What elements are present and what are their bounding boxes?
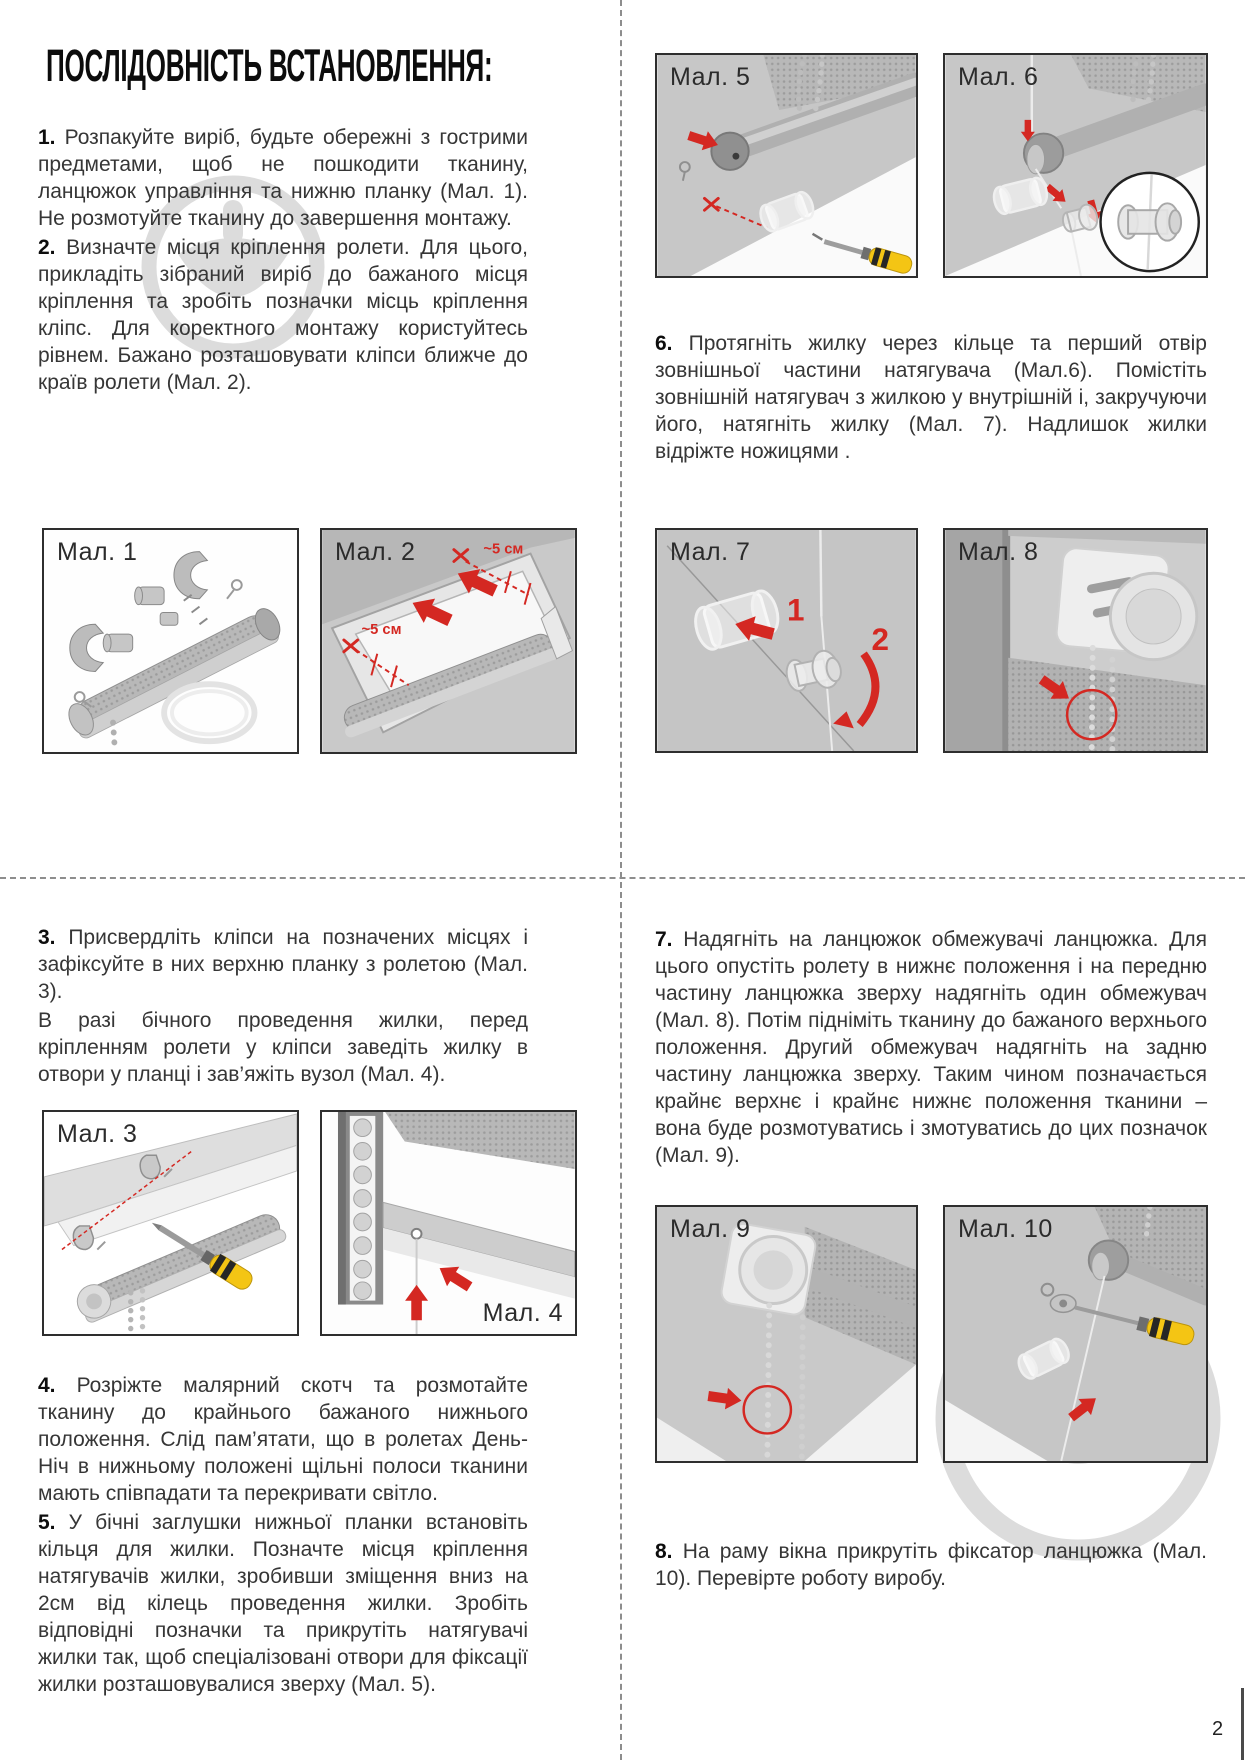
figure-2-label: Мал. 2 bbox=[335, 538, 416, 566]
step-1-text: Розпакуйте виріб, будьте обережні з гострими предметами, щоб не пошкодити тканину, ланцюжок управління та нижню планку (Мал. 1). Не розмотуйте тканину до завершення монтажу. bbox=[38, 126, 528, 230]
fig9-illustration bbox=[657, 1207, 916, 1461]
step-3b bbox=[38, 1007, 528, 1088]
step-7-text: Надягніть на ланцюжок обмежувачі ланцюжка. Для цього опустіть ролету в нижнє положення і на передню частину ланцюжка зверху надягніть один обмежувач (Мал. 8). Потім підніміть тканину до бажаного верхнього положення. Другий обмежувач надягніть на задню частину ланцюжка зверху. Таким чином позначається крайнє верхнє і крайнє нижнє положення тканини – вона буде розмотуватись і змотуватись до цих позначок (Мал. 9). bbox=[655, 928, 1207, 1167]
figure-3-label: Мал. 3 bbox=[57, 1120, 138, 1148]
figure-2 bbox=[320, 528, 577, 754]
steps-1-2-block bbox=[38, 124, 528, 398]
figure-1 bbox=[42, 528, 299, 754]
figure-1-label: Мал. 1 bbox=[57, 538, 138, 566]
step-1 bbox=[38, 124, 528, 232]
figure-6 bbox=[943, 53, 1208, 278]
fig10-illustration bbox=[945, 1207, 1206, 1461]
divider-vertical bbox=[620, 0, 622, 1760]
figure-7-label: Мал. 7 bbox=[670, 538, 751, 566]
step-3-text: Присвердліть кліпси на позначених місцях і зафіксуйте в них верхню планку з ролетою (Мал. 3). bbox=[38, 926, 528, 1003]
step-8-block bbox=[655, 1538, 1207, 1594]
step-3-number: 3. bbox=[38, 926, 56, 949]
step-2 bbox=[38, 234, 528, 396]
figure-5 bbox=[655, 53, 918, 278]
figure-9 bbox=[655, 1205, 918, 1463]
step-marker-2: 2 bbox=[871, 621, 889, 657]
step-2-text: Визначте місця кріплення ролети. Для цього, прикладіть зібраний виріб до бажаного місця кріплення та зробіть позначки місць кріплення кліпс. Для коректного монтажу користуйтесь рівнем. Бажано розташовувати кліпси ближче до країв ролети (Мал. 2). bbox=[38, 236, 528, 394]
figure-10-label: Мал. 10 bbox=[958, 1215, 1053, 1243]
step-5 bbox=[38, 1509, 528, 1698]
figure-7 bbox=[655, 528, 918, 753]
figure-4-label: Мал. 4 bbox=[482, 1299, 563, 1327]
figure-9-label: Мал. 9 bbox=[670, 1215, 751, 1243]
step-8 bbox=[655, 1538, 1207, 1592]
step-7-block bbox=[655, 926, 1207, 1171]
step-7 bbox=[655, 926, 1207, 1169]
step-5-text: У бічні заглушки нижньої планки встановіть кільця для жилки. Позначте місця кріплення натягувачів жилки, зробивши зміщення вниз на 2см від кілець проведення жилки. Зробіть відповідні позначки та прикрутіть натягувачі жилки так, щоб спеціалізовані отвори для фіксації жилки розташовувалися зверху (Мал. 5). bbox=[38, 1511, 528, 1696]
step-3 bbox=[38, 924, 528, 1005]
step-3-block bbox=[38, 924, 528, 1090]
figure-10 bbox=[943, 1205, 1208, 1463]
page-title: ПОСЛІДОВНІСТЬ ВСТАНОВЛЕННЯ: bbox=[46, 40, 493, 91]
line-hole bbox=[412, 1229, 422, 1239]
step-4-number: 4. bbox=[38, 1374, 56, 1397]
dim-label-top: ~5 см bbox=[483, 541, 524, 558]
fishing-line bbox=[820, 530, 821, 616]
step-8-number: 8. bbox=[655, 1540, 673, 1563]
step-5-number: 5. bbox=[38, 1511, 56, 1534]
step-7-number: 7. bbox=[655, 928, 673, 951]
steps-4-5-block bbox=[38, 1372, 528, 1700]
figure-4 bbox=[320, 1110, 577, 1336]
figure-6-label: Мал. 6 bbox=[958, 63, 1039, 91]
dim-label-left: ~5 см bbox=[361, 622, 402, 639]
step-4 bbox=[38, 1372, 528, 1507]
step-marker-1: 1 bbox=[786, 592, 805, 628]
figure-8-label: Мал. 8 bbox=[958, 538, 1039, 566]
step-2-number: 2. bbox=[38, 236, 56, 259]
step-6 bbox=[655, 330, 1207, 465]
page-number: 2 bbox=[1212, 1718, 1224, 1740]
step-3b-text: В разі бічного проведення жилки, перед кріпленням ролети у кліпси заведіть жилку в отвори у планці і зав’яжіть вузол (Мал. 4). bbox=[38, 1009, 528, 1086]
step-6-text: Протягніть жилку через кільце та перший отвір зовнішньої частини натягувача (Мал.6). Помістіть зовнішній натягувач з жилкою у внутрішній і, закручуючи його, натягніть жилку (Мал. 7). Надлишок жилки відріжте ножицями . bbox=[655, 332, 1207, 463]
divider-horizontal bbox=[0, 877, 1245, 879]
figure-3 bbox=[42, 1110, 299, 1336]
step-1-number: 1. bbox=[38, 126, 56, 149]
step-8-text: На раму вікна прикрутіть фіксатор ланцюжка (Мал. 10). Перевірте роботу виробу. bbox=[655, 1540, 1207, 1590]
step-4-text: Розріжте малярний скотч та розмотайте тканину до крайнього бажаного нижнього положення. Слід пам’ятати, що в ролетах День-Ніч в нижньому положені щільні полоси тканини мають співпадати та перекривати світло. bbox=[38, 1374, 528, 1505]
figure-5-label: Мал. 5 bbox=[670, 63, 751, 91]
step-6-number: 6. bbox=[655, 332, 673, 355]
step-6-block bbox=[655, 330, 1207, 467]
page-edge-mark bbox=[1241, 1688, 1244, 1760]
figure-8 bbox=[943, 528, 1208, 753]
